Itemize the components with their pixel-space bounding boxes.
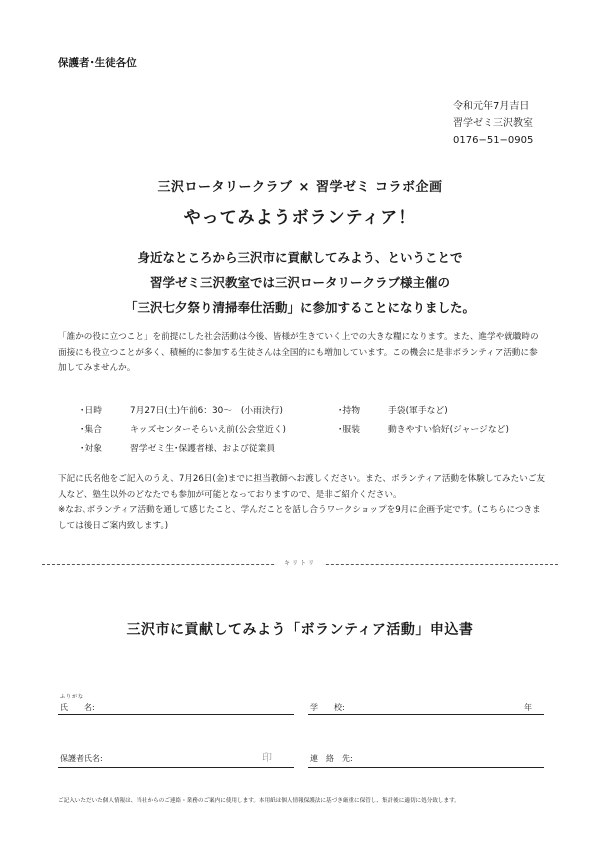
- date-value: 7月27日(土)午前6：30〜 (小雨決行): [130, 406, 283, 416]
- phone-number: 0176−51−0905: [453, 135, 534, 146]
- meet-value: キッズセンターそらいえ前(公会堂近く): [130, 425, 286, 435]
- collab-heading: [0, 176, 600, 195]
- event-details: [80, 402, 596, 459]
- date-label: ･日時: [80, 406, 102, 416]
- school-label: 学 校:: [310, 703, 345, 712]
- collab-right: 習学ゼミ コラボ企画: [315, 180, 443, 195]
- lead-line-3: 「三沢七夕祭り清掃奉仕活動」に参加することになりました。: [124, 300, 475, 315]
- cut-label: キリトリ: [0, 558, 600, 567]
- meet-label: ･集合: [80, 425, 102, 435]
- school-name: 習学ゼミ三沢教室: [453, 118, 533, 129]
- target-label: ･対象: [80, 444, 102, 454]
- seal-mark: 印: [262, 753, 272, 764]
- note-paragraph-1: 下記に氏名他をご記入のうえ、7月26日(金)までに担当教師へお渡しください。また、ボランティア活動を体験してみたいご友人など、塾生以外のどなたでも参加が可能となっておりますので、是非ご紹介ください。: [58, 474, 546, 500]
- main-title: やってみようボランティア！: [183, 208, 417, 228]
- school-field[interactable]: [308, 714, 544, 715]
- contact-label: 連 絡 先:: [310, 754, 353, 763]
- clothes-value: 動きやすい恰好(ジャージなど): [388, 425, 509, 435]
- lead-text: [0, 245, 600, 320]
- form-title: 三沢市に貢献してみよう「ボランティア活動」申込書: [126, 622, 474, 638]
- target-value: 習学ゼミ生･保護者様、および従業員: [130, 444, 276, 454]
- contact-field[interactable]: [308, 767, 544, 768]
- grade-label: 年: [524, 703, 532, 712]
- items-value: 手袋(軍手など): [388, 406, 448, 416]
- collab-x: ×: [298, 180, 310, 195]
- items-label: ･持物: [338, 406, 360, 416]
- clothes-label: ･服装: [338, 425, 360, 435]
- body-paragraph: 「誰かの役に立つこと」を前提にした社会活動は今後、皆様が生きていく上での大きな糧になります。また、進学や就職時の面接にも役立つことが多く、積極的に参加する生徒さんは全国的にも増加しています。この機会に是非ボランティア活動に参加してみませんか。: [58, 332, 539, 373]
- sender-block: [453, 98, 533, 149]
- addressee: 保護者･生徒各位: [58, 57, 137, 69]
- guardian-label: 保護者氏名:: [60, 754, 103, 763]
- privacy-notice: ご記入いただいた個人情報は、当社からのご連絡・業務のご案内に使用します。本用紙は個人情報保護法に基づき厳重に保管し、集計後に適切に処分致します。: [58, 798, 460, 804]
- name-label: 氏 名:: [60, 703, 95, 712]
- name-field[interactable]: [58, 714, 294, 715]
- collab-left: 三沢ロータリークラブ: [157, 180, 293, 195]
- note-paragraph-2: ※なお､ボランティア活動を通して感じたこと、学んだことを話し合うワークショップを9月に企画予定です。(こちらにつきましては後日ご案内致します。): [58, 505, 541, 531]
- name-ruby: ふりがな: [60, 694, 85, 700]
- lead-line-1: 身近なところから三沢市に貢献してみよう、ということで: [137, 250, 463, 265]
- issue-date: 令和元年7月吉日: [453, 101, 530, 112]
- lead-line-2: 習学ゼミ三沢教室では三沢ロータリークラブ様主催の: [149, 275, 450, 290]
- note-block: [58, 472, 548, 534]
- guardian-field[interactable]: [58, 767, 294, 768]
